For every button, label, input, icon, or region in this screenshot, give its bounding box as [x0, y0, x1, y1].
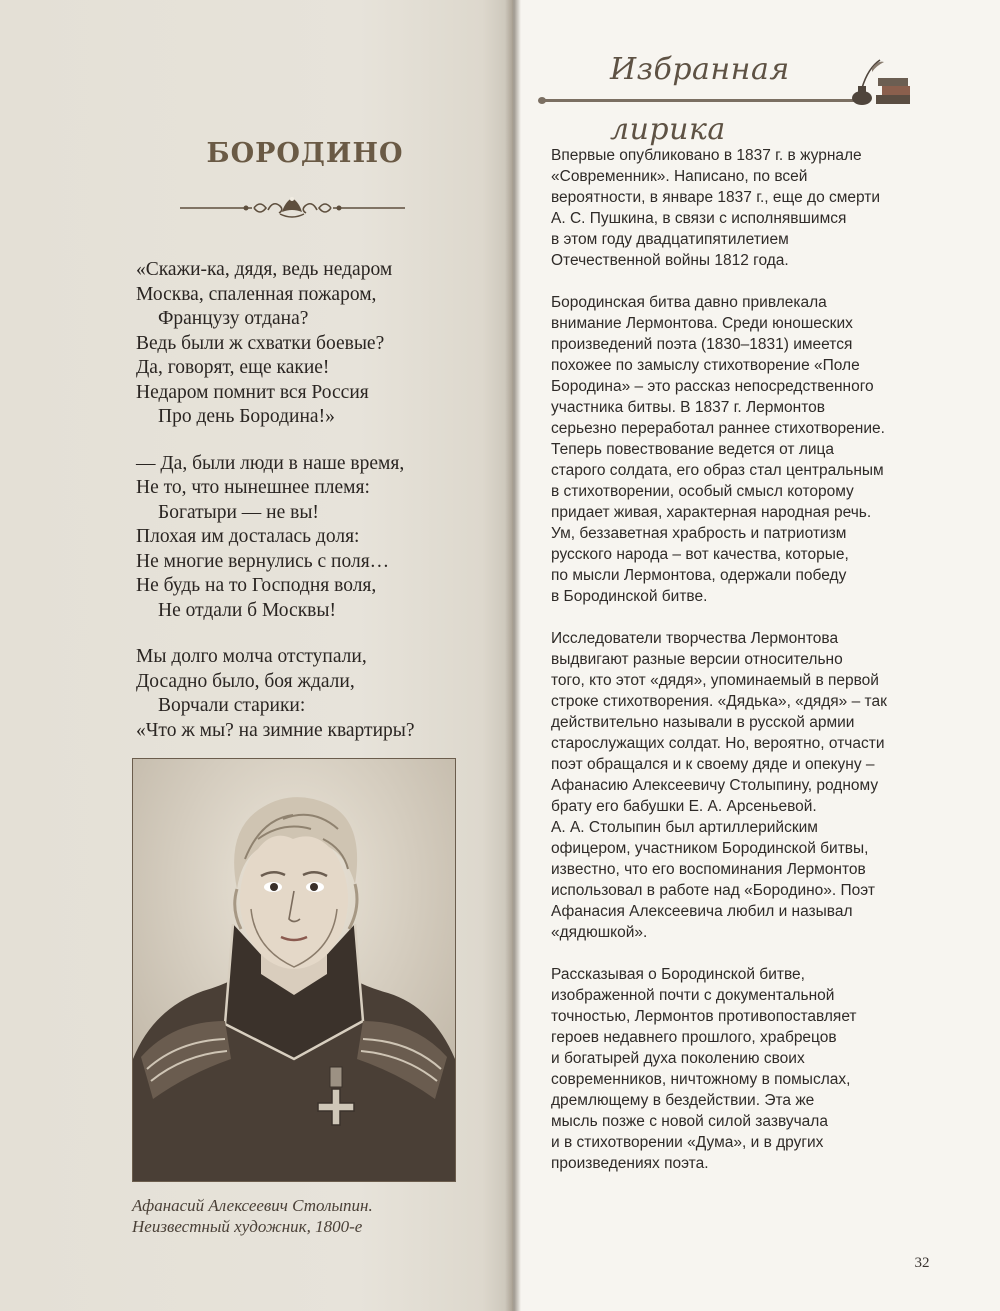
poem-line: Мы долго молча отступали, — [136, 646, 367, 667]
poem-line: Не будь на то Господня воля, — [136, 575, 377, 596]
header-rule — [541, 99, 866, 102]
poem-line: Москва, спаленная пожаром, — [136, 283, 377, 305]
commentary-line: вероятности, в январе 1837 г., еще до смерти — [551, 189, 881, 206]
poem-line: Да, говорят, еще какие! — [136, 357, 330, 378]
poem-line: Ворчали старики: — [158, 695, 306, 716]
commentary-line: выдвигают разные версии относительно — [551, 651, 843, 668]
poem-line: Не отдали б Москвы! — [158, 599, 336, 621]
poem-title: БОРОДИНО — [206, 138, 404, 169]
commentary-line: произведений поэта (1830–1831) имеется — [551, 336, 853, 353]
commentary-line: изображенной почти с документальной — [551, 987, 835, 1004]
poem-line: — Да, были люди в наше время, — [136, 452, 405, 474]
poem-line: Ведь были ж схватки боевые? — [136, 332, 385, 354]
title-ornament-icon — [180, 190, 405, 222]
caption-line: Неизвестный художник, 1800-е — [132, 1217, 363, 1236]
commentary-text — [551, 145, 911, 1195]
commentary-line: известно, что его воспоминания Лермонтов — [551, 861, 866, 878]
portrait-image — [132, 758, 456, 1182]
commentary-line: мысль позже с новой силой зазвучала — [551, 1113, 828, 1130]
commentary-line: серьезно переработал раннее стихотворение. — [551, 420, 885, 437]
commentary-line: поэт обращался и к своему дяде и опекуну – — [551, 756, 875, 773]
commentary-line: русского народа – вот качества, которые, — [551, 546, 849, 563]
commentary-line: Рассказывая о Бородинской битве, — [551, 966, 805, 983]
commentary-line: А. С. Пушкина, в связи с исполнявшимся — [551, 210, 847, 227]
commentary-paragraph-3 — [551, 628, 911, 943]
book-gutter — [505, 0, 521, 1311]
commentary-paragraph-1 — [551, 145, 911, 271]
commentary-line: использовал в работе над «Бородино». Поэт — [551, 882, 875, 899]
section-header-title: Избранная лирика — [610, 52, 790, 147]
commentary-line: Исследователи творчества Лермонтова — [551, 630, 839, 647]
commentary-line: офицером, участником Бородинской битвы, — [551, 840, 869, 857]
commentary-line: произведениях поэта. — [551, 1155, 709, 1172]
commentary-paragraph-2 — [551, 292, 911, 607]
poem-line: Про день Бородина!» — [158, 406, 335, 427]
poem-text — [136, 258, 496, 765]
commentary-line: героев недавнего прошлого, храбрецов — [551, 1029, 837, 1046]
commentary-line: строке стихотворения. «Дядька», «дядя» – так — [551, 693, 887, 710]
poem-line: Недаром помнит вся Россия — [136, 381, 369, 403]
poem-line: Досадно было, боя ждали, — [136, 670, 355, 692]
header-rule-end — [538, 97, 546, 104]
commentary-line: придает живая, характерная народная речь. — [551, 504, 872, 521]
commentary-line: «Современник». Написано, по всей — [551, 168, 808, 185]
commentary-line: старослужащих солдат. Но, вероятно, отчасти — [551, 735, 885, 752]
commentary-line: точностью, Лермонтов противопоставляет — [551, 1008, 857, 1025]
poem-line: Французу отдана? — [158, 308, 309, 329]
commentary-line: Бородина» – это рассказ непосредственного — [551, 378, 874, 395]
poem-stanza-2 — [136, 452, 496, 624]
poem-stanza-1 — [136, 258, 496, 430]
commentary-line: старого солдата, его образ стал центральным — [551, 462, 884, 479]
commentary-line: в этом году двадцатипятилетием — [551, 231, 789, 248]
commentary-line: Теперь повествование ведется от лица — [551, 441, 835, 458]
commentary-line: Впервые опубликовано в 1837 г. в журнале — [551, 147, 862, 164]
poem-line: Не то, что нынешнее племя: — [136, 477, 370, 498]
commentary-line: Отечественной войны 1812 года. — [551, 252, 789, 269]
poem-line: «Что ж мы? на зимние квартиры? — [136, 719, 415, 741]
commentary-line: и в стихотворении «Дума», и в других — [551, 1134, 824, 1151]
poem-line: Плохая им досталась доля: — [136, 526, 360, 547]
commentary-line: Ум, беззаветная храбрость и патриотизм — [551, 525, 847, 542]
commentary-line: и богатырей духа поколению своих — [551, 1050, 805, 1067]
commentary-line: по мысли Лермонтова, одержали победу — [551, 567, 847, 584]
commentary-paragraph-4 — [551, 964, 911, 1174]
caption-line: Афанасий Алексеевич Столыпин. — [132, 1196, 373, 1215]
commentary-line: участника битвы. В 1837 г. Лермонтов — [551, 399, 826, 416]
poem-line: Не многие вернулись с поля… — [136, 550, 390, 572]
commentary-line: похожее по замыслу стихотворение «Поле — [551, 357, 860, 374]
poem-line: «Скажи-ка, дядя, ведь недаром — [136, 259, 393, 280]
commentary-line: брату его бабушки Е. А. Арсеньевой. — [551, 798, 817, 815]
commentary-line: того, кто этот «дядя», упоминаемый в первой — [551, 672, 879, 689]
portrait-caption — [132, 1195, 472, 1237]
commentary-line: в стихотворении, особый смысл которому — [551, 483, 854, 500]
commentary-line: внимание Лермонтова. Среди юношеских — [551, 315, 853, 332]
commentary-line: Бородинская битва давно привлекала — [551, 294, 827, 311]
commentary-line: Афанасия Алексеевича любил и называл — [551, 903, 853, 920]
commentary-line: А. А. Столыпин был артиллерийским — [551, 819, 818, 836]
commentary-line: в Бородинской битве. — [551, 588, 708, 605]
poem-stanza-3 — [136, 645, 496, 743]
page-number: 32 — [914, 1255, 930, 1271]
commentary-line: Афанасию Алексеевичу Столыпину, родному — [551, 777, 879, 794]
inkwell-books-icon — [850, 58, 912, 108]
commentary-line: «дядюшкой». — [551, 924, 648, 941]
commentary-line: дремлющему в бездействии. Эта же — [551, 1092, 815, 1109]
commentary-line: современников, ничтожному в помыслах, — [551, 1071, 851, 1088]
poem-line: Богатыри — не вы! — [158, 501, 319, 523]
commentary-line: действительно называли в русской армии — [551, 714, 855, 731]
